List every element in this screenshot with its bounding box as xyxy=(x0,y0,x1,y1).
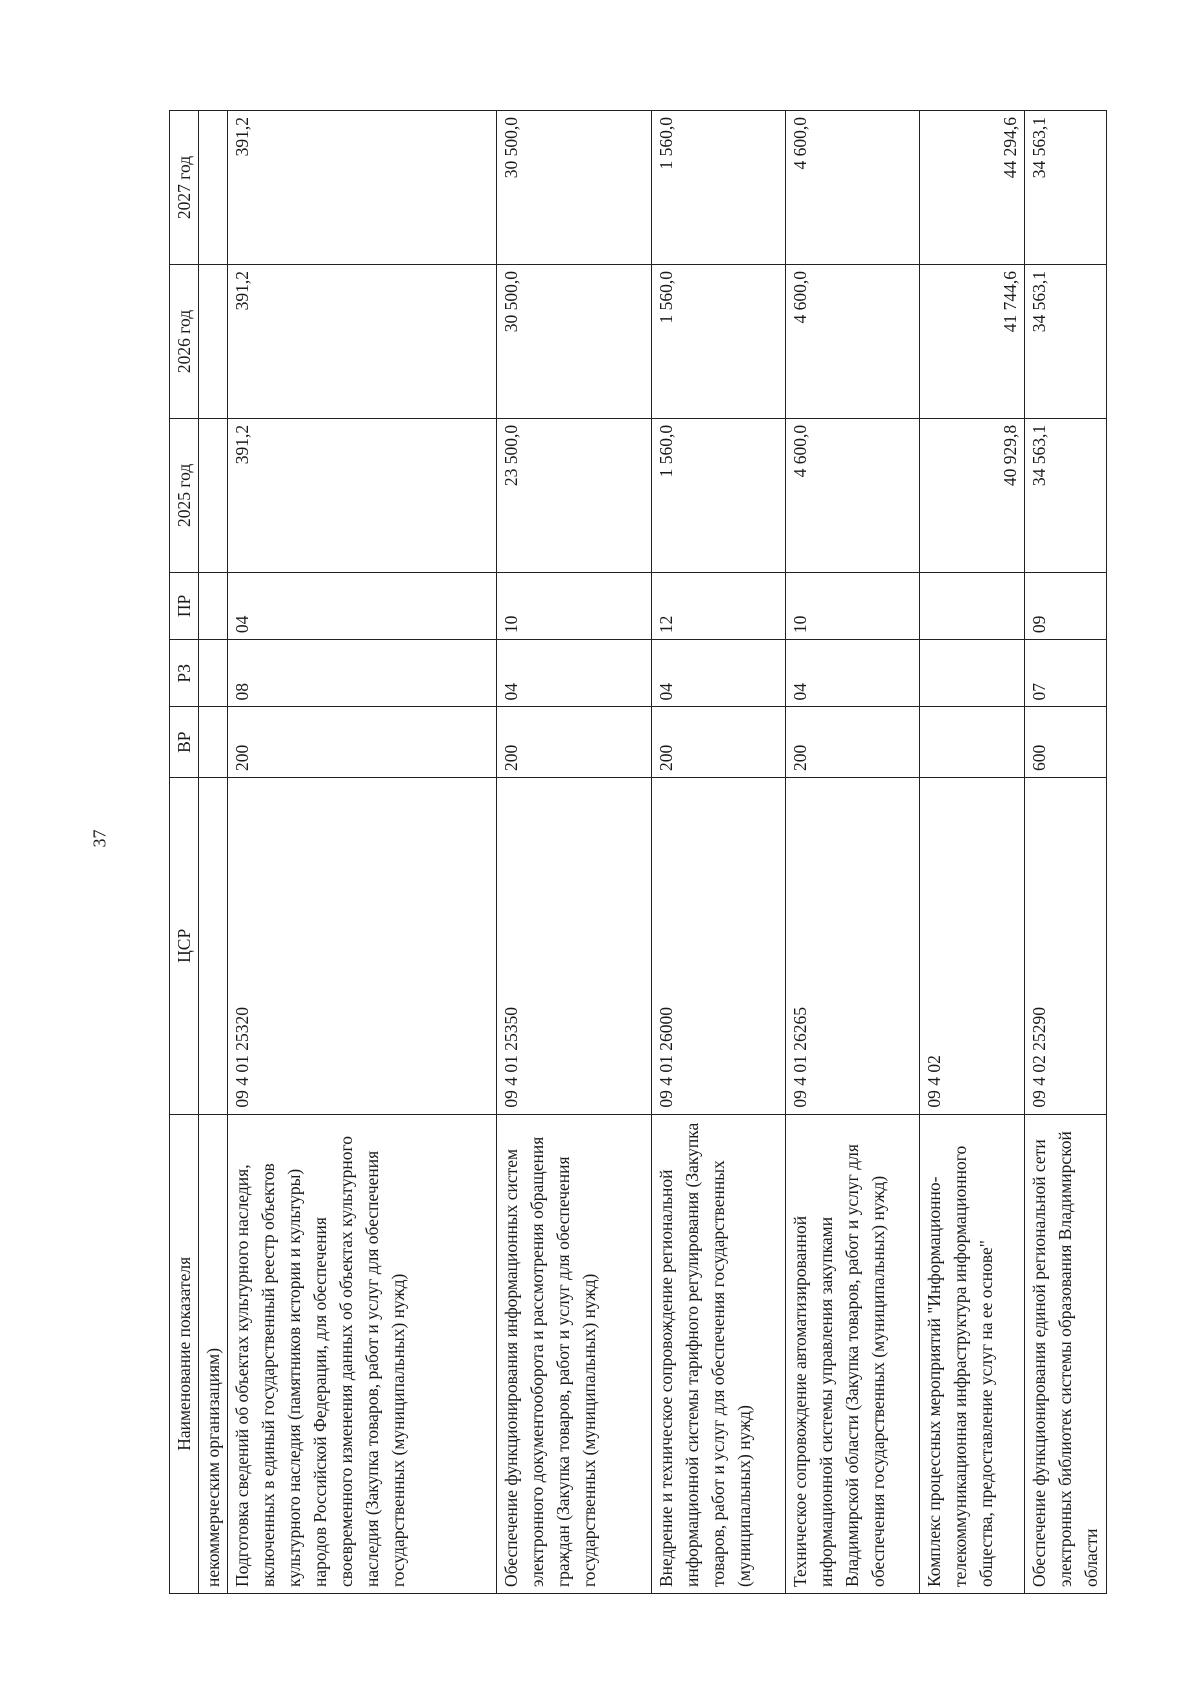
row-name: Обеспечение функционирования единой региональной сети электронных библиотек системы образования Владимирской области xyxy=(1025,1114,1107,1593)
row-pr: 10 xyxy=(497,572,652,639)
carry-over-row xyxy=(199,111,228,1594)
carry-over-text: некоммерческим организациям) xyxy=(199,1114,228,1593)
row-2025: 4 600,0 xyxy=(786,418,920,572)
table-row xyxy=(920,111,1025,1594)
row-pr: 09 xyxy=(1025,572,1107,639)
header-rz: РЗ xyxy=(170,640,199,707)
header-pr: ПР xyxy=(170,572,199,639)
row-csr: 09 4 01 25320 xyxy=(228,777,497,1114)
budget-table xyxy=(169,110,1107,1594)
row-vr: 200 xyxy=(497,707,652,778)
header-csr: ЦСР xyxy=(170,777,199,1114)
row-2027: 1 560,0 xyxy=(652,111,786,265)
row-rz: 04 xyxy=(786,640,920,707)
row-csr: 09 4 02 xyxy=(920,777,1025,1114)
row-2025: 23 500,0 xyxy=(497,418,652,572)
row-rz: 07 xyxy=(1025,640,1107,707)
row-2025: 391,2 xyxy=(228,418,497,572)
header-row xyxy=(170,111,199,1594)
row-rz: 08 xyxy=(228,640,497,707)
row-pr xyxy=(920,572,1025,639)
row-pr: 04 xyxy=(228,572,497,639)
row-name: Подготовка сведений об объектах культурного наследия, включенных в единый государственный реестр объектов культурного наследия (памятников истории и культуры) народов Российской Федерации, для обеспечения своевременного изменения данных об объектах культурного наследия (Закупка товаров, работ и услуг для обеспечения государственных (муниципальных) нужд) xyxy=(228,1114,497,1593)
row-rz xyxy=(920,640,1025,707)
row-2025: 40 929,8 xyxy=(920,418,1025,572)
row-csr: 09 4 02 25290 xyxy=(1025,777,1107,1114)
row-pr: 10 xyxy=(786,572,920,639)
row-2025: 1 560,0 xyxy=(652,418,786,572)
table-row xyxy=(1025,111,1107,1594)
header-2026: 2026 год xyxy=(170,264,199,418)
row-2026: 391,2 xyxy=(228,264,497,418)
row-2027: 44 294,6 xyxy=(920,111,1025,265)
table-row xyxy=(786,111,920,1594)
row-2026: 41 744,6 xyxy=(920,264,1025,418)
row-2026: 34 563,1 xyxy=(1025,264,1107,418)
row-name: Комплекс процессных мероприятий "Информационно-телекоммуникационная инфраструктура информационного общества, предоставление услуг на ее основе" xyxy=(920,1114,1025,1593)
row-vr: 600 xyxy=(1025,707,1107,778)
table-row xyxy=(497,111,652,1594)
table-row xyxy=(652,111,786,1594)
header-2025: 2025 год xyxy=(170,418,199,572)
row-name: Внедрение и техническое сопровождение региональной информационной системы тарифного регулирования (Закупка товаров, работ и услуг для обеспечения государственных (муниципальных) нужд) xyxy=(652,1114,786,1593)
page-number: 37 xyxy=(89,829,110,848)
row-2027: 30 500,0 xyxy=(497,111,652,265)
header-vr: ВР xyxy=(170,707,199,778)
header-name: Наименование показателя xyxy=(170,1114,199,1593)
row-2026: 1 560,0 xyxy=(652,264,786,418)
row-csr: 09 4 01 26265 xyxy=(786,777,920,1114)
header-2027: 2027 год xyxy=(170,111,199,265)
row-rz: 04 xyxy=(497,640,652,707)
row-rz: 04 xyxy=(652,640,786,707)
row-vr: 200 xyxy=(786,707,920,778)
row-csr: 09 4 01 25350 xyxy=(497,777,652,1114)
row-2025: 34 563,1 xyxy=(1025,418,1107,572)
row-2027: 34 563,1 xyxy=(1025,111,1107,265)
row-2026: 30 500,0 xyxy=(497,264,652,418)
row-name: Техническое сопровождение автоматизированной информационной системы управления закупками Владимирской области (Закупка товаров, работ и услуг для обеспечения государственных (муниципальных) нужд) xyxy=(786,1114,920,1593)
table-row xyxy=(228,111,497,1594)
row-2027: 4 600,0 xyxy=(786,111,920,265)
row-vr xyxy=(920,707,1025,778)
row-2026: 4 600,0 xyxy=(786,264,920,418)
row-vr: 200 xyxy=(652,707,786,778)
rotated-table-container xyxy=(169,110,1101,1594)
row-pr: 12 xyxy=(652,572,786,639)
row-csr: 09 4 01 26000 xyxy=(652,777,786,1114)
row-2027: 391,2 xyxy=(228,111,497,265)
row-vr: 200 xyxy=(228,707,497,778)
row-name: Обеспечение функционирования информационных систем электронного документооборота и рассмотрения обращения граждан (Закупка товаров, работ и услуг для обеспечения государственных (муниципальных) нужд) xyxy=(497,1114,652,1593)
